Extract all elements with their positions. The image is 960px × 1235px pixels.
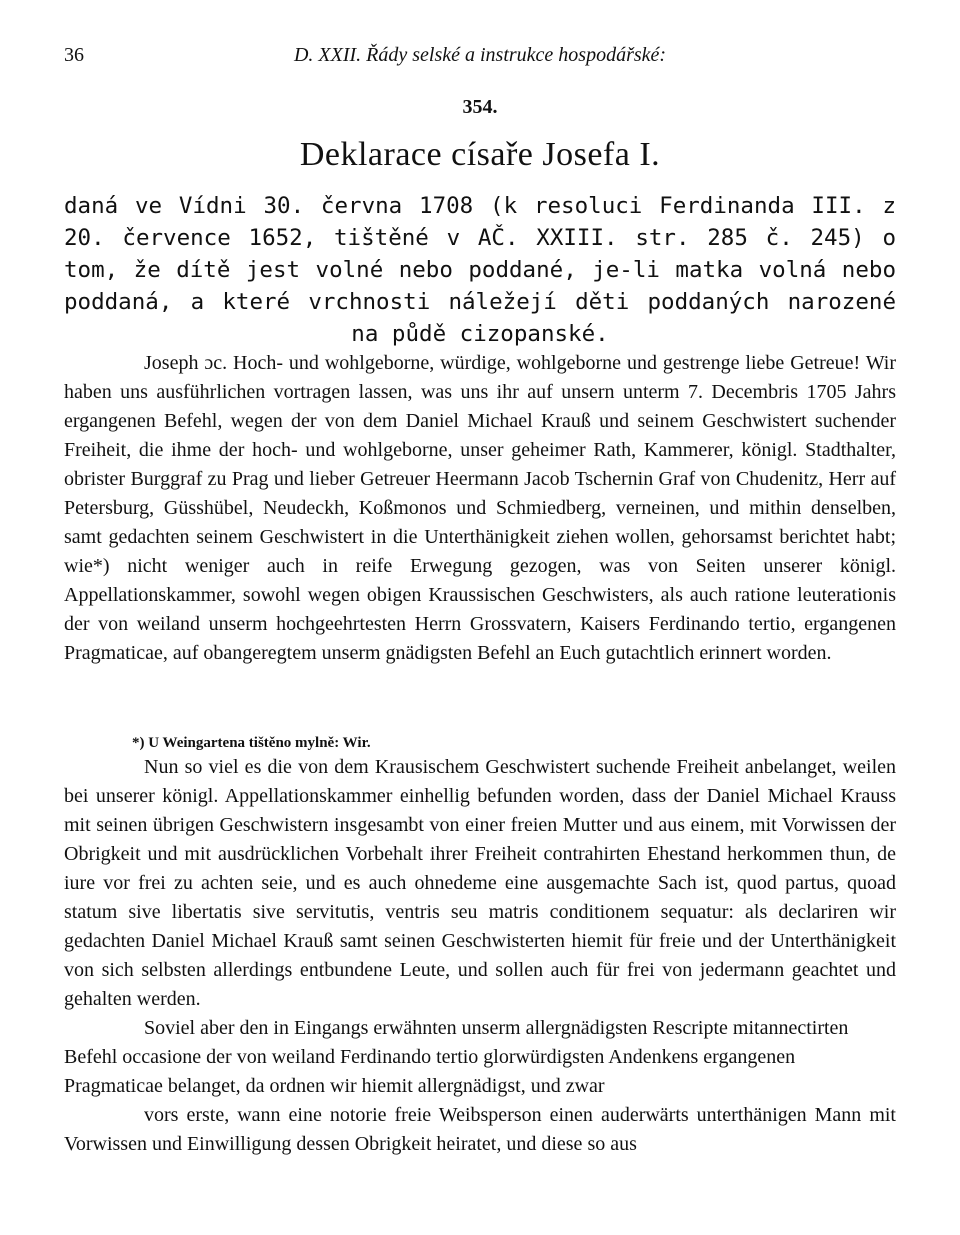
page-number: 36 (64, 44, 84, 66)
paragraph-2: Nun so viel es die von dem Krausischem Geschwistert suchende Freiheit anbelanget, weilen bei unserer königl. Appellationskammer einhellig befunden worden, dass der Daniel Michael Krauss mit seinen übrigen Geschwistern insgesambt von einer freien Mutter und aus einem, mit Vorwissen der Obrigkeit und mit ausdrücklichen Vorbehalt ihrer Freiheit contrahirten Ehestand herkommen thun, de iure vor frei zu achten seie, und es auch ohnedeme eine ausgemachte Sach ist, quod partus, quoad statum sive libertatis sive servitutis, ventris seu matris conditionem sequatur: als declariren wir gedachten Daniel Michael Krauß samt seinen Geschwisterten hiemit für freie und der Unterthänigkeit von sich selbsten allerdings entbundene Leute, und sollen auch für frei von jedermann geachtet und gehalten werden. (64, 756, 896, 1010)
page-header (64, 44, 896, 74)
paragraph-1: Joseph ɔc. Hoch- und wohlgeborne, würdige, wohlgeborne und gestrenge liebe Getreue! Wir haben uns ausführlichen vortragen lassen, was uns ihr auf unsern unterm 7. Decembris 1705 Jahrs ergangenen Befehl, wegen der von dem Daniel Michael Krauß und seinem Geschwistert suchender Freiheit, die ihme der hoch- und wohlgeborne, unser geheimer Rath, Kammerer, königl. Stadthalter, obrister Burggraf zu Prag und lieber Getreuer Heermann Jacob Tschernin Graf von Chudenitz, Herr auf Petersburg, Güsshübel, Neudeckh, Koßmonos und Schmiedberg, verneinen, und mithin denselben, samt gedachten seinem Geschwistert in die Unterthänigkeit ziehen wollen, gehorsamst berichtet habt; wie*) nicht weniger auch in reife Erwegung gezogen, was von Seiten unserer königl. Appellationskammer, sowohl wegen obigen Kraussischen Geschwisters, als auch ratione leuterationis der von weiland unserm hochgeehrtesten Herrn Grossvatern, Kaisers Ferdinando tertio, ergangenen Pragmaticae, auf obangeregtem unserm gnädigsten Befehl an Euch gutachtlich erinnert worden. (64, 352, 896, 664)
document-summary: daná ve Vídni 30. června 1708 (k resoluci Ferdinanda III. z 20. července 1652, tištěné v AČ. XXIII. str. 285 č. 245) o tom, že dítě jest volné nebo poddané, je-li matka volná nebo poddaná, a které vrchnosti náležejí děti poddaných narozené na půdě cizopanské. (64, 193, 896, 347)
body-block-2 (64, 753, 896, 1159)
footnote: *) U Weingartena tištěno mylně: Wir. (132, 735, 371, 751)
running-title: D. XXII. Řády selské a instrukce hospodářské: (293, 44, 667, 66)
body-block-1 (64, 349, 896, 668)
document-number: 354. (462, 96, 498, 118)
paragraph-4: vors erste, wann eine notorie freie Weibsperson einen auderwärts unterthänigen Mann mit Vorwissen und Einwilligung dessen Obrigkeit heiratet, und diese so aus (64, 1104, 896, 1155)
paragraph-3: Soviel aber den in Eingangs erwähnten unserm allergnädigsten Rescripte mitannectirten Befehl occasione der von weiland Ferdinando tertio glorwürdigsten Andenkens ergangenen Pragmaticae belanget, da ordnen wir hiemit allergnädigst, und zwar (64, 1017, 849, 1097)
document-title: Deklarace císaře Josefa I. (299, 136, 661, 173)
